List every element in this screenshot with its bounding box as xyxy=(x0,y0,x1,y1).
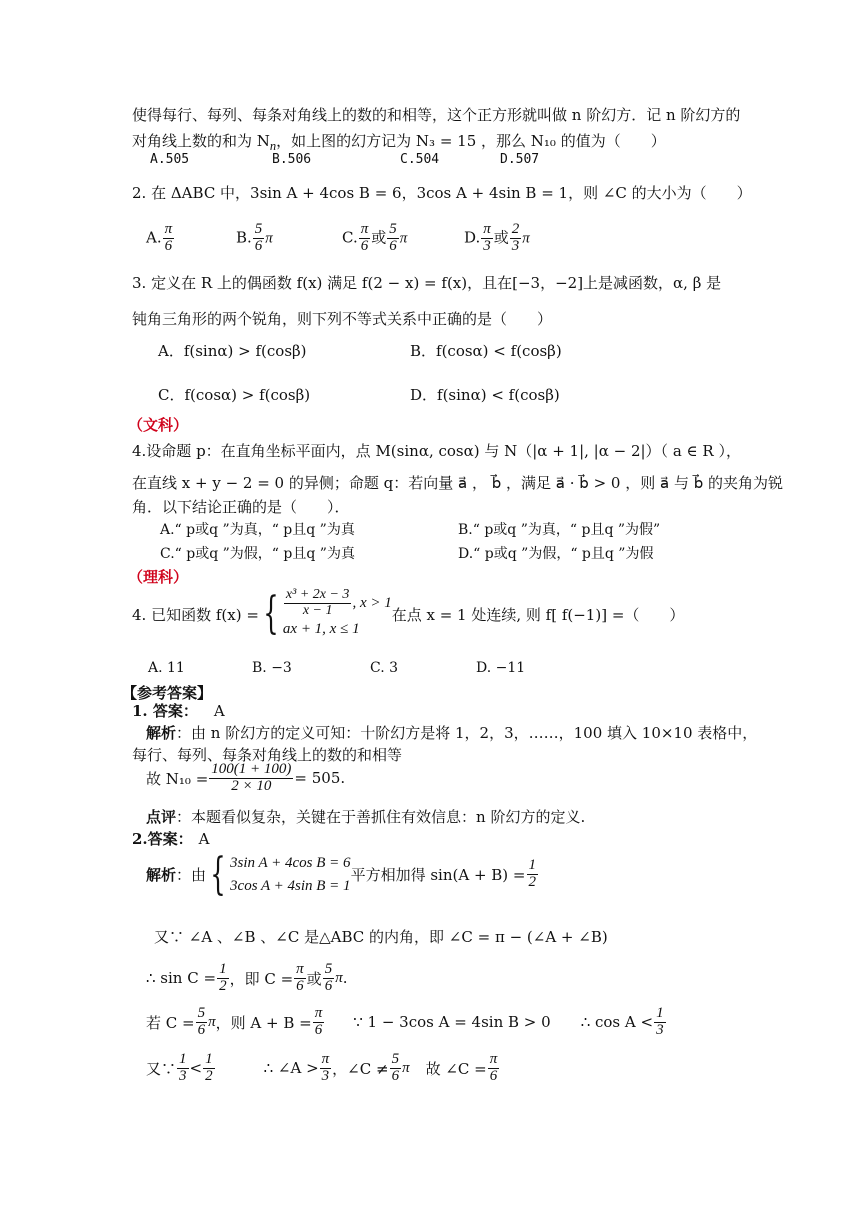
q3-option-a: A．f(sinα) > f(cosβ) xyxy=(158,342,307,360)
q4w-option-c: C.“ p或q ”为假，“ p且q ”为真 xyxy=(160,546,355,562)
q4w-option-b: B.“ p或q ”为真，“ p且q ”为假” xyxy=(458,522,661,538)
q3-line-2: 钝角三角形的两个锐角，则下列不等式关系中正确的是（ ） xyxy=(132,310,553,328)
intro-option-b: B.506 xyxy=(272,152,312,167)
a2-line-4: 若 C = $\frac{5}{6}$ π ，则 A + B = $\frac{\pi}{6}$ ∵ 1 − 3cos A = 4sin B > 0 ∴ cos A < $\frac{1}{3}$ xyxy=(146,1005,664,1038)
intro-line-2-b: ，如上图的幻方记为 N₃ = 15 ，那么 N₁₀ 的值为（ ） xyxy=(276,132,666,150)
section-wenke: （文科） xyxy=(128,416,189,434)
q4l-suffix: 在点 x = 1 处连续, 则 f[ f(−1)] =（ ） xyxy=(391,605,685,624)
q4w-option-d: D.“ p或q ”为假，“ p且q ”为假 xyxy=(458,546,654,562)
a1-analysis: 解析：由 n 阶幻方的定义可知：十阶幻方是将 1，2，3，……，100 填入 10×10 表格中， xyxy=(146,724,758,742)
q4l-prefix: 4. 已知函数 f(x) = xyxy=(132,605,259,624)
q2-option-a: A. $\frac{\pi}{6}$ xyxy=(146,221,173,254)
a1-comment: 点评：本题看似复杂，关键在于善抓住有效信息：n 阶幻方的定义. xyxy=(146,808,586,826)
q4w-line-1: 4.设命题 p：在直角坐标平面内，点 M(sinα, cosα) 与 N（|α + 1|, |α − 2|）（ a ∈ R ）， xyxy=(132,442,741,460)
q4w-line-2: 在直线 x + y − 2 = 0 的异侧；命题 q：若向量 a⃗ ， b⃗ ，满足 a⃗ · b⃗ > 0 ，则 a⃗ 与 b⃗ 的夹角为锐 xyxy=(132,474,784,492)
a2-line-3: ∴ sin C = $\frac{1}{2}$ ，即 C = $\frac{\pi}{6}$ 或 $\frac{5}{6}$ π . xyxy=(146,961,348,994)
q4l-option-a: A. 11 xyxy=(148,660,185,676)
q2-option-c: C. $\frac{\pi}{6}$ 或 $\frac{5}{6}$ π xyxy=(342,221,408,254)
q3-option-b: B．f(cosα) < f(cosβ) xyxy=(410,342,562,360)
intro-line-1: 使得每行、每列、每条对角线上的数的和相等，这个正方形就叫做 n 阶幻方．记 n 阶幻方的 xyxy=(132,106,741,124)
intro-option-c: C.504 xyxy=(400,152,440,167)
a2-line-2: 又∵ ∠A 、∠B 、∠C 是△ABC 的内角，即 ∠C = π − (∠A + ∠B) xyxy=(154,928,608,946)
a1-calc: 故 N₁₀ = $\frac{100(1 + 100)}{2 \times 10}$ = 505. xyxy=(146,761,346,794)
section-like: （理科） xyxy=(128,568,189,586)
q4l-option-c: C. 3 xyxy=(370,660,399,676)
q3-option-c: C．f(cosα) > f(cosβ) xyxy=(158,386,311,404)
q4w-line-3: 角．以下结论正确的是（ ）． xyxy=(132,498,350,516)
q3-option-d: D．f(sinα) < f(cosβ) xyxy=(410,386,560,404)
q4l-option-b: B. −3 xyxy=(252,660,292,676)
intro-line-2 xyxy=(132,130,666,154)
answers-title: 【参考答案】 xyxy=(122,684,213,702)
intro-line-2-sub: n xyxy=(269,139,277,153)
a2-brace: { xyxy=(210,848,226,900)
intro-option-a: A.505 xyxy=(150,152,190,167)
q3-line-1: 3. 定义在 R 上的偶函数 f(x) 满足 f(2 − x) = f(x)，且在[−3，−2]上是减函数，α, β 是 xyxy=(132,274,722,292)
q2-stem: 2. 在 ΔABC 中，3sin A + 4cos B = 6，3cos A + 4sin B = 1，则 ∠C 的大小为（ ） xyxy=(132,184,752,202)
a1-analysis-2: 每行、每列、每条对角线上的数的和相等 xyxy=(132,746,403,764)
a2-line-5: 又∵ $\frac{1}{3}$ < $\frac{1}{2}$ ∴ ∠A > $\frac{\pi}{3}$ ，∠C ≠ $\frac{5}{6}$ π 故 ∠C = $\frac{\pi}{6}$ xyxy=(146,1051,498,1084)
q4w-option-a: A.“ p或q ”为真，“ p且q ”为真 xyxy=(160,522,355,538)
intro-option-d: D.507 xyxy=(500,152,540,167)
intro-line-2-a: 对角线上数的和为 N xyxy=(132,132,270,150)
q2-option-d: D. $\frac{\pi}{3}$ 或 $\frac{2}{3}$ π xyxy=(464,221,530,254)
q4l-brace: { xyxy=(263,588,279,640)
q4l-cases: $\frac{\text{x³ + 2x − 3}}{x - 1}$ , x > 1 ax + 1, x ≤ 1 xyxy=(282,587,392,638)
a2-answer: 2.答案： A xyxy=(132,830,210,848)
q4l-option-d: D. −11 xyxy=(476,660,526,676)
q4l-stem xyxy=(132,588,684,641)
a2-analysis: 解析 ：由 { 3sin A + 4cos B = 6 3cos A + 4sin B = 1 平方相加得 sin(A + B) = $\frac{1}{2}$ xyxy=(146,848,536,900)
a2-system: 3sin A + 4cos B = 6 3cos A + 4sin B = 1 xyxy=(230,855,351,894)
q2-option-b: B. $\frac{5}{6}$ π xyxy=(236,221,273,254)
a1-answer: 1. 答案： A xyxy=(132,702,225,720)
